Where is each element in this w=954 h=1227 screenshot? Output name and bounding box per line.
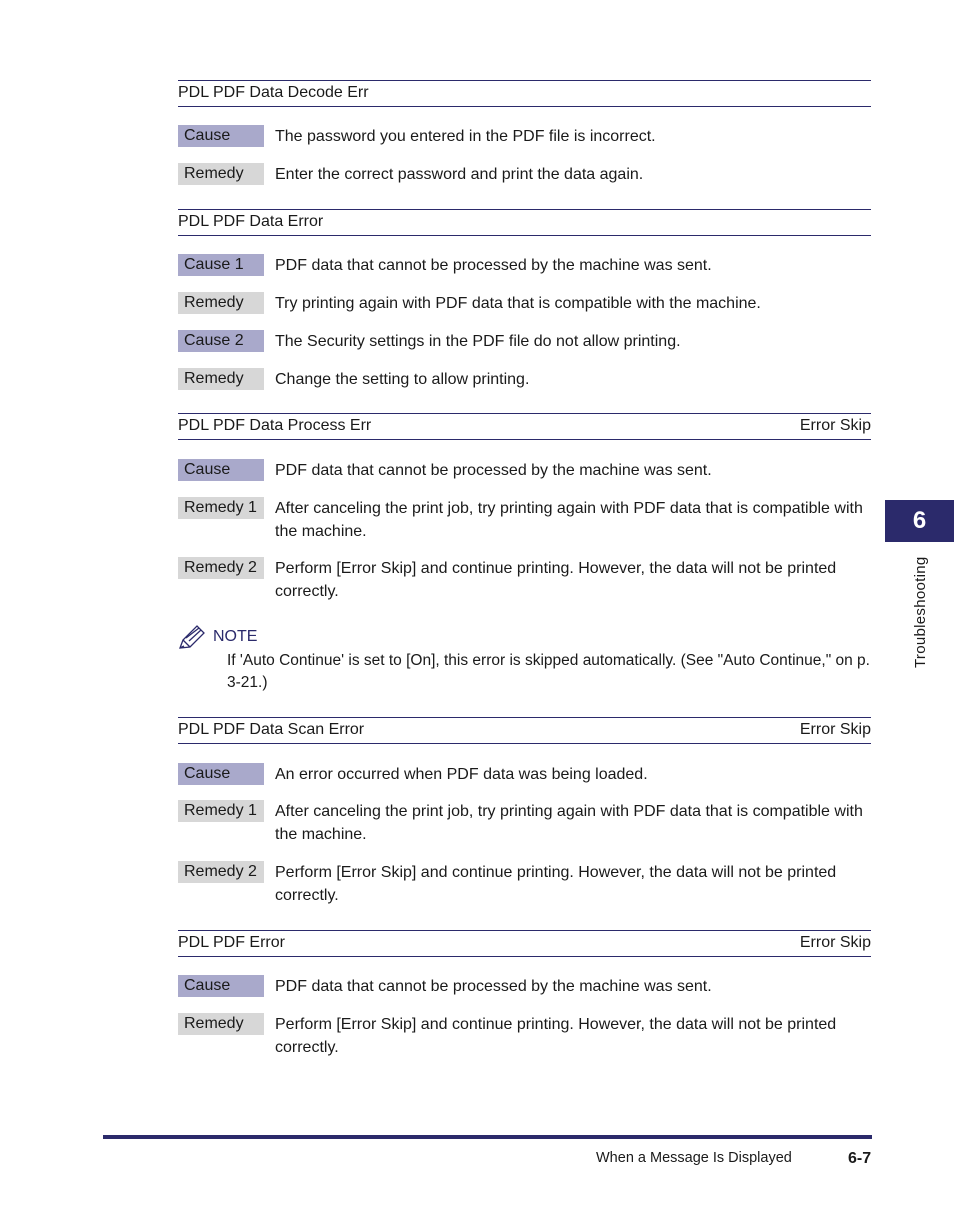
section-header-decode-err [178, 80, 871, 107]
chapter-tab: 6 [885, 500, 954, 542]
section-title: PDL PDF Data Scan Error [178, 721, 365, 738]
cause-text: PDF data that cannot be processed by the machine was sent. [275, 978, 712, 995]
remedy-label: Remedy [178, 1013, 264, 1035]
remedy-label: Remedy [178, 368, 264, 390]
cause-text: The Security settings in the PDF file do not allow printing. [275, 333, 681, 350]
section-header-process-err [178, 413, 871, 440]
remedy-text: Change the setting to allow printing. [275, 371, 530, 388]
cause-label: Cause 2 [178, 330, 264, 352]
remedy-label: Remedy 2 [178, 557, 264, 579]
section-title: PDL PDF Data Error [178, 213, 324, 230]
note-text: If 'Auto Continue' is set to [On], this error is skipped automatically. (See "Auto Continue," on p. 3-21.) [227, 652, 870, 691]
note-label: NOTE [213, 628, 258, 645]
cause-label: Cause [178, 763, 264, 785]
remedy-label: Remedy 1 [178, 497, 264, 519]
remedy-label: Remedy 2 [178, 861, 264, 883]
remedy-label: Remedy [178, 292, 264, 314]
chapter-tab-label: Troubleshooting [912, 556, 929, 668]
section-header-data-error [178, 209, 871, 236]
section-title: PDL PDF Error [178, 934, 285, 951]
error-skip-tag: Error Skip [799, 721, 871, 738]
remedy-text: Perform [Error Skip] and continue printing. However, the data will not be printed correctly. [275, 864, 837, 904]
remedy-text: After canceling the print job, try printing again with PDF data that is compatible with the machine. [275, 500, 863, 540]
remedy-label: Remedy [178, 163, 264, 185]
cause-text: An error occurred when PDF data was being loaded. [275, 766, 648, 783]
pencil-icon [178, 624, 206, 650]
cause-text: PDF data that cannot be processed by the machine was sent. [275, 257, 712, 274]
remedy-text: After canceling the print job, try printing again with PDF data that is compatible with the machine. [275, 803, 863, 843]
section-header-pdf-error [178, 930, 871, 957]
error-skip-tag: Error Skip [799, 417, 871, 434]
cause-text: PDF data that cannot be processed by the machine was sent. [275, 462, 712, 479]
cause-label: Cause [178, 459, 264, 481]
section-title: PDL PDF Data Decode Err [178, 84, 369, 101]
cause-label: Cause [178, 125, 264, 147]
remedy-text: Try printing again with PDF data that is compatible with the machine. [275, 295, 761, 312]
cause-label: Cause [178, 975, 264, 997]
error-skip-tag: Error Skip [799, 934, 871, 951]
section-title: PDL PDF Data Process Err [178, 417, 372, 434]
footer-section-title: When a Message Is Displayed [596, 1150, 792, 1166]
cause-text: The password you entered in the PDF file is incorrect. [275, 128, 656, 145]
section-header-scan-error [178, 717, 871, 744]
remedy-text: Perform [Error Skip] and continue printing. However, the data will not be printed correctly. [275, 1016, 837, 1056]
cause-label: Cause 1 [178, 254, 264, 276]
remedy-text: Enter the correct password and print the data again. [275, 166, 644, 183]
page-number: 6-7 [848, 1150, 872, 1167]
remedy-text: Perform [Error Skip] and continue printing. However, the data will not be printed correctly. [275, 560, 837, 600]
remedy-label: Remedy 1 [178, 800, 264, 822]
footer-rule [103, 1135, 872, 1139]
